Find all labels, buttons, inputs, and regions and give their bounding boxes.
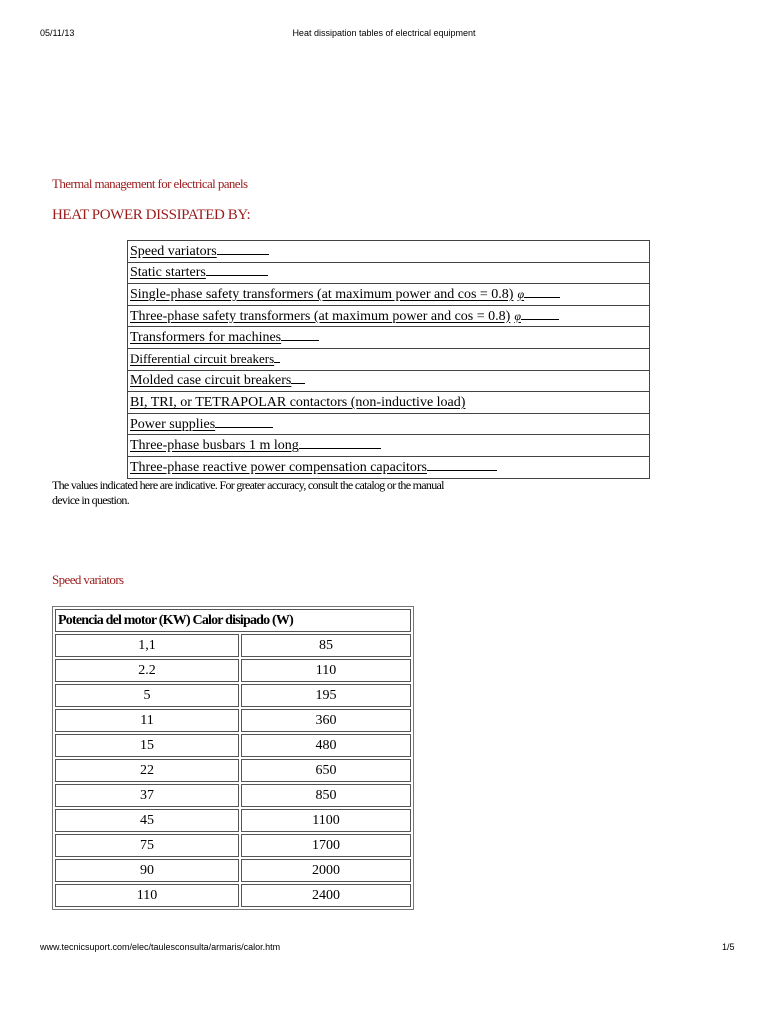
motor-power-cell: 5 [55, 684, 239, 707]
heat-dissipated-cell: 1100 [241, 809, 411, 832]
speed-variators-table [52, 606, 414, 910]
table-row [55, 684, 411, 707]
motor-power-cell: 37 [55, 784, 239, 807]
link-fill-line [521, 307, 559, 320]
index-row [128, 305, 650, 327]
table-row [55, 859, 411, 882]
table-row [55, 634, 411, 657]
heat-dissipated-cell: 110 [241, 659, 411, 682]
index-row [128, 348, 650, 370]
intro-title: Thermal management for electrical panels [52, 176, 248, 191]
link-fill-line [281, 328, 319, 341]
motor-power-cell: 1,1 [55, 634, 239, 657]
link-fill-line [206, 263, 268, 276]
source-url: www.tecnicsuport.com/elec/taulesconsulta/armaris/calor.htm [40, 942, 281, 952]
page-number: 1/5 [722, 942, 735, 952]
index-row [128, 284, 650, 306]
heat-dissipated-cell: 195 [241, 684, 411, 707]
disclaimer-note [52, 478, 492, 508]
motor-power-cell: 15 [55, 734, 239, 757]
link-molded-case-circuit-breakers[interactable]: Molded case circuit breakers [130, 373, 292, 389]
index-row [128, 392, 650, 414]
motor-power-cell: 11 [55, 709, 239, 732]
heat-dissipated-cell: 650 [241, 759, 411, 782]
table-row [55, 734, 411, 757]
motor-power-cell: 2.2 [55, 659, 239, 682]
index-table [127, 240, 650, 479]
print-date: 05/11/13 [40, 28, 75, 38]
phi-symbol: φ [514, 308, 521, 323]
index-row [128, 456, 650, 478]
link-single-phase-transformers[interactable]: Single-phase safety transformers (at maximum power and cos = 0.8) [130, 286, 514, 302]
phi-symbol: φ [517, 286, 525, 301]
index-row [128, 327, 650, 349]
page-title: Heat dissipation tables of electrical equipment [292, 28, 476, 38]
table-row [55, 784, 411, 807]
index-row [128, 413, 650, 435]
table-row [55, 884, 411, 907]
link-compensation-capacitors[interactable]: Three-phase reactive power compensation capacitors [130, 459, 427, 475]
index-row [128, 241, 650, 263]
link-transformers-for-machines[interactable]: Transformers for machines [130, 330, 282, 346]
heat-dissipated-cell: 480 [241, 734, 411, 757]
motor-power-cell: 75 [55, 834, 239, 857]
motor-power-cell: 45 [55, 809, 239, 832]
table-header-row [55, 609, 411, 632]
link-fill-line [291, 371, 305, 384]
link-static-starters[interactable]: Static starters [130, 265, 206, 281]
table-row [55, 659, 411, 682]
heat-dissipated-cell: 85 [241, 634, 411, 657]
table-body [55, 634, 411, 907]
link-three-phase-busbars[interactable]: Three-phase busbars 1 m long [130, 438, 299, 454]
link-contactors[interactable]: BI, TRI, or TETRAPOLAR contactors (non-inductive load) [130, 394, 466, 410]
note-line-1: The values indicated here are indicative. For greater accuracy, consult the catalog or the manual [52, 478, 444, 492]
link-fill-line [215, 415, 273, 428]
index-row [128, 370, 650, 392]
link-fill-line [274, 350, 280, 363]
heat-dissipated-cell: 360 [241, 709, 411, 732]
link-fill-line [217, 242, 269, 255]
heat-dissipated-cell: 1700 [241, 834, 411, 857]
motor-power-cell: 90 [55, 859, 239, 882]
link-differential-circuit-breakers[interactable]: Differential circuit breakers [130, 351, 275, 367]
heat-dissipated-cell: 2000 [241, 859, 411, 882]
link-speed-variators[interactable]: Speed variators [130, 243, 217, 259]
heat-dissipated-cell: 850 [241, 784, 411, 807]
note-line-2: device in question. [52, 493, 130, 507]
table-header: Potencia del motor (KW) Calor disipado (W) [55, 609, 411, 632]
speed-variators-title: Speed variators [52, 572, 124, 587]
table-row [55, 809, 411, 832]
motor-power-cell: 110 [55, 884, 239, 907]
heat-dissipated-cell: 2400 [241, 884, 411, 907]
table-row [55, 709, 411, 732]
table-row [55, 834, 411, 857]
section-heading: HEAT POWER DISSIPATED BY: [52, 207, 251, 223]
link-fill-line [524, 285, 560, 298]
index-row [128, 262, 650, 284]
link-power-supplies[interactable]: Power supplies [130, 416, 216, 432]
link-fill-line [299, 436, 381, 449]
index-row [128, 435, 650, 457]
table-row [55, 759, 411, 782]
link-three-phase-transformers[interactable]: Three-phase safety transformers (at maximum power and cos = 0.8) [130, 308, 511, 324]
link-fill-line [427, 458, 497, 471]
motor-power-cell: 22 [55, 759, 239, 782]
